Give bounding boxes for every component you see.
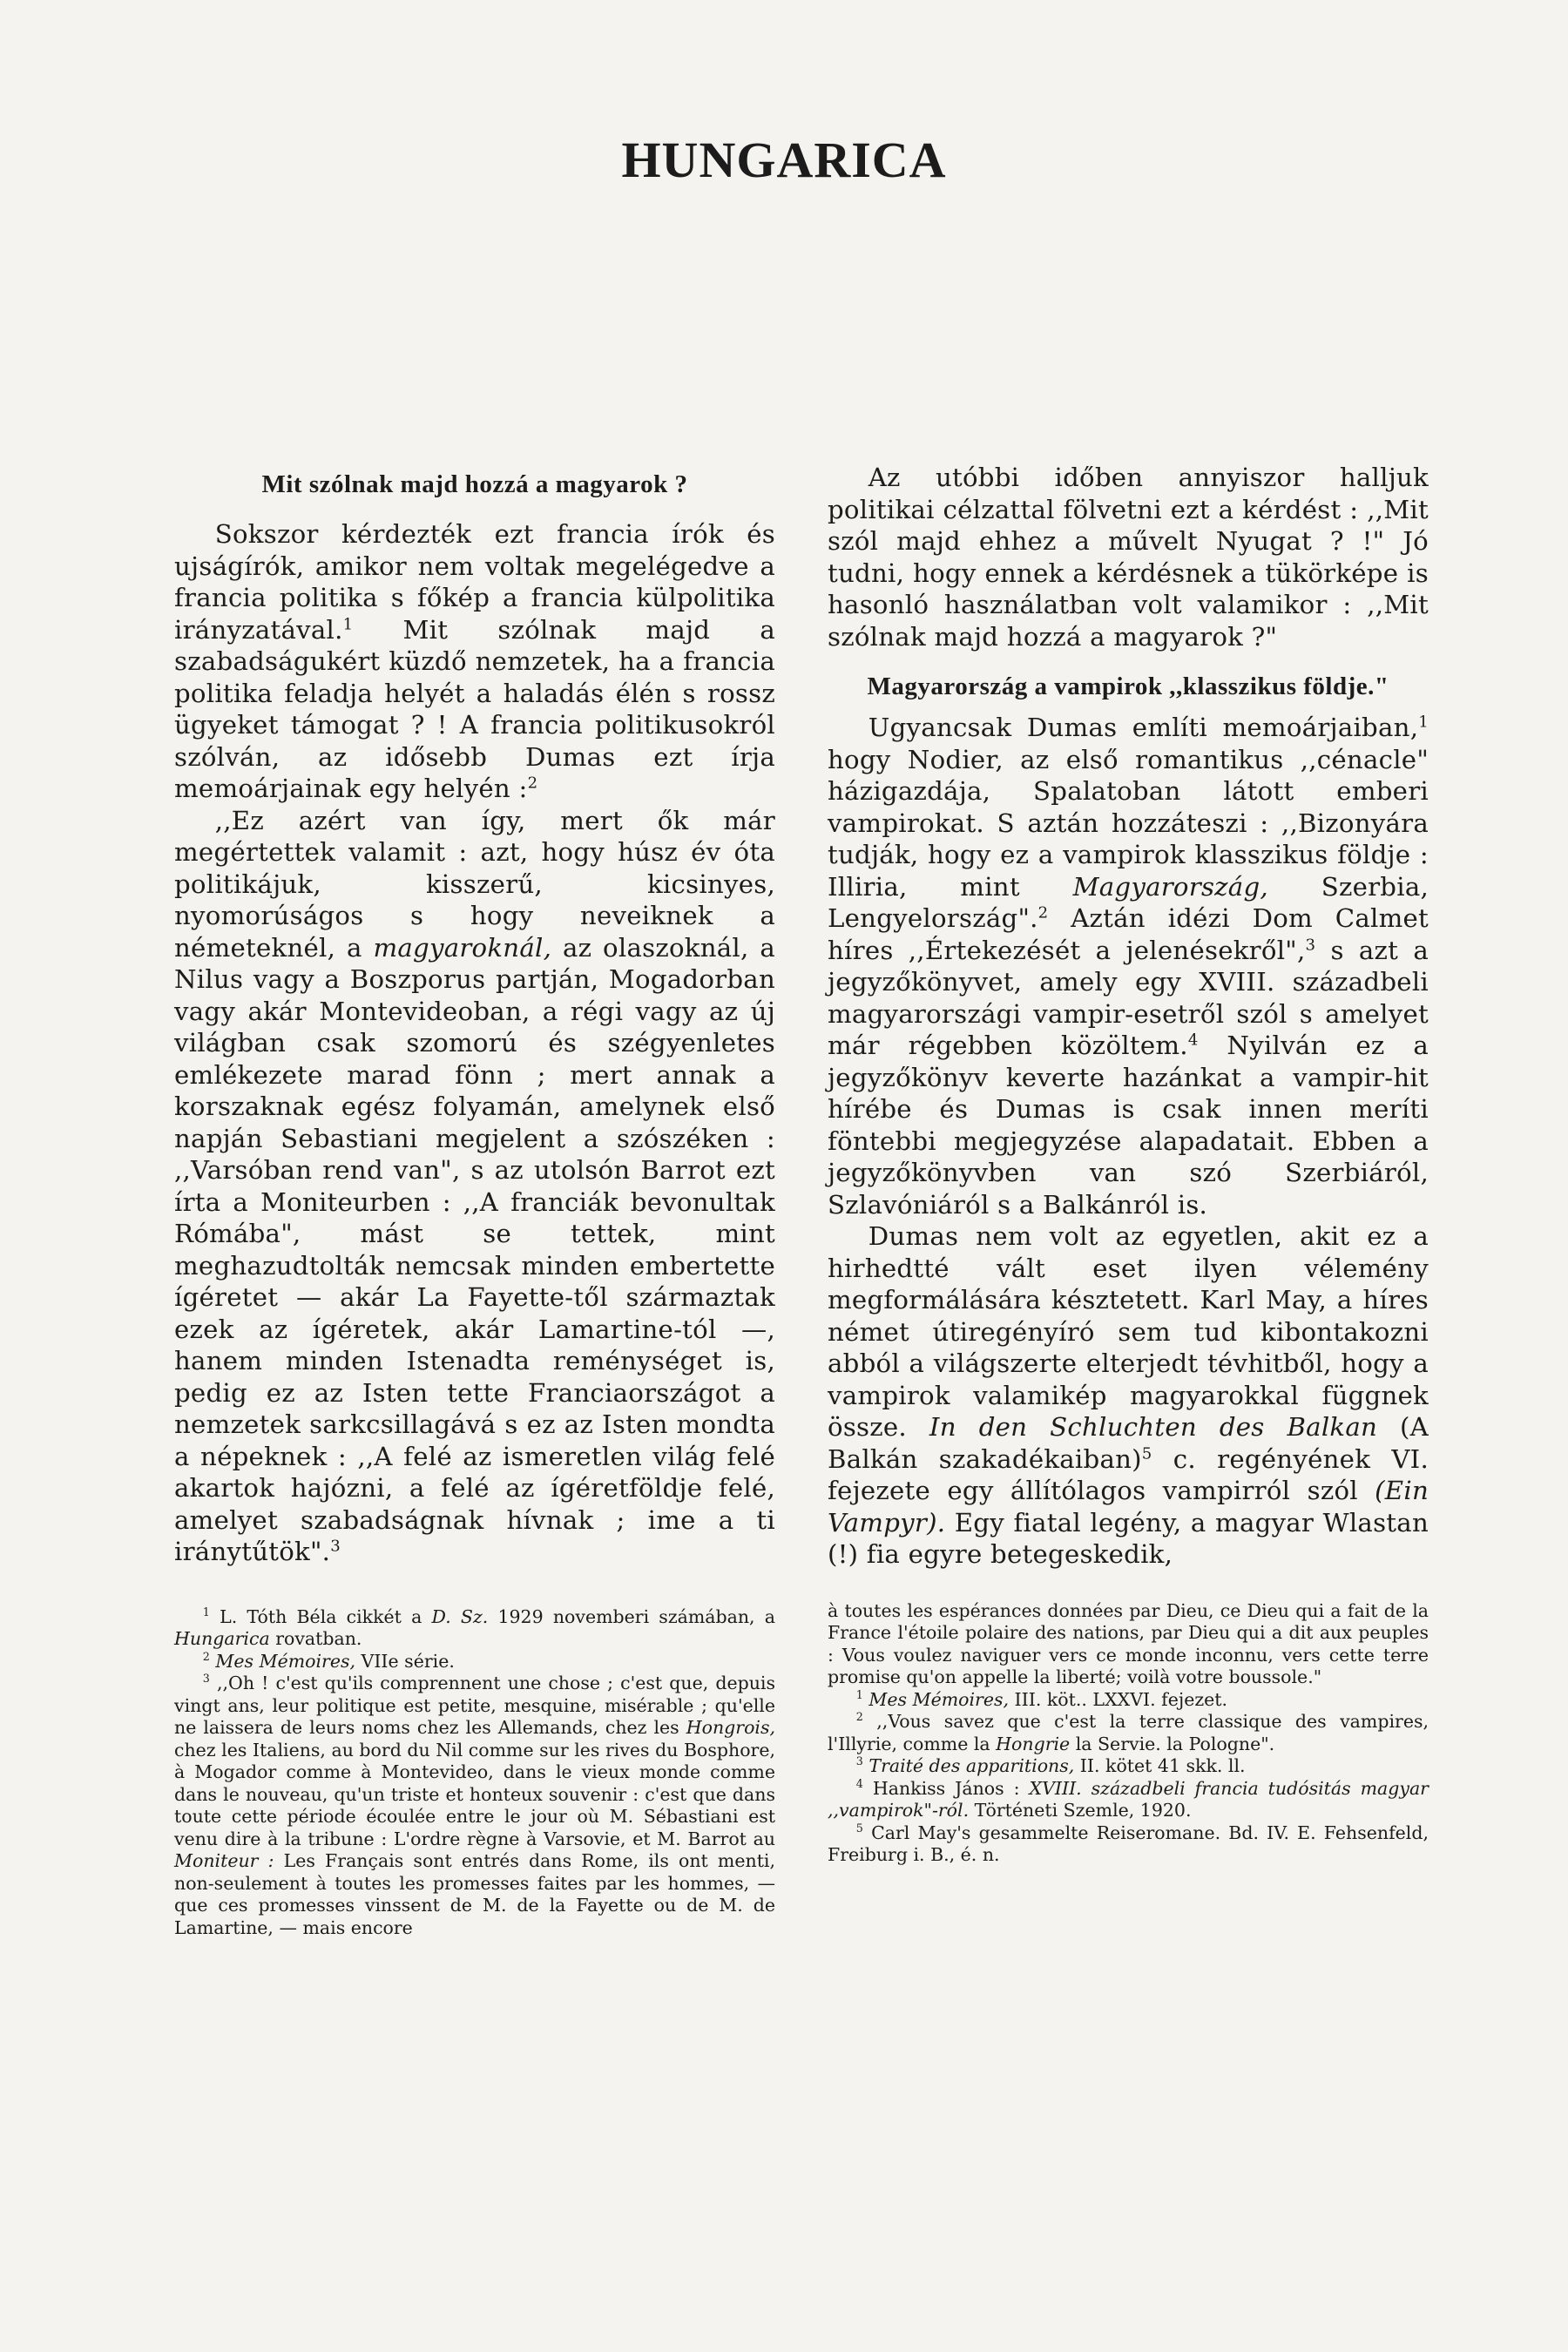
section-heading-right: Magyarország a vampirok ,,klasszikus földje." — [867, 672, 1389, 700]
right-column — [828, 462, 1429, 1867]
section-heading-left: Mit szólnak majd hozzá a magyarok ? — [261, 470, 688, 498]
left-paragraph-1: Sokszor kérdezték ezt francia írók és ujságírók, amikor nem voltak megelégedve a francia politika s főkép a francia külpolitika irányzatával.$^1$ Mit szólnak majd a szabadságukért küzdő nemzetek, ha a francia politika feladja helyét a haladás élén s rossz ügyeket támogat ? ! A francia politikusokról szólván, az idősebb Dumas ezt írja memoárjainak egy helyén :$^2$ — [174, 519, 775, 803]
right-paragraph-3: Dumas nem volt az egyetlen, akit ez a hirhedtté vált eset ilyen vélemény megformálására késztetett. Karl May, a híres német útiregényíró sem tud kibontakozni abból a világszerte elterjedt tévhitből, hogy a vampirok valamikép magyarokkal függnek össze. In den Schluchten des Balkan (A Balkán szakadékaiban)$^5$ c. regényének VI. fejezete egy állítólagos vampirról szól (Ein Vampyr). Egy fiatal legény, a magyar Wlastan (!) fia egyre betegeskedik, — [828, 1221, 1429, 1569]
right-footnotes — [828, 1600, 1429, 1867]
footnote-4: $^4$ Hankiss János : XVIII. századbeli francia tudósitás magyar ,,vampirok"-ról. Történeti Szemle, 1920. — [828, 1776, 1429, 1821]
footnote-continuation: à toutes les espérances données par Dieu, ce Dieu qui a fait de la France l'étoile polaire des nations, par Dieu qui a dit aux peuples : Vous voulez naviguer vers ce monde inconnu, vers cette terre promise qu'on appelle la liberté; voilà votre boussole." — [828, 1599, 1429, 1687]
footnote-ref: 1 — [342, 614, 354, 633]
footnote-ref: 2 — [527, 774, 538, 793]
left-body — [174, 518, 775, 1568]
footnote-1: $^1$ Mes Mémoires, III. köt.. LXXVI. fejezet. — [855, 1687, 1228, 1710]
page-title: HUNGARICA — [621, 132, 947, 188]
left-footnotes — [174, 1606, 775, 1940]
left-paragraph-quote: ,,Ez azért van így, mert ők már megértettek valamit : azt, hogy húsz év óta politikájuk, kisszerű, kicsinyes, nyomorúságos s hogy neveiknek a németeknél, a magyaroknál, az olaszoknál, a Nilus vagy a Boszporus partján, Mogadorban vagy akár Montevideoban, a régi vagy az új világban csak szomorú és szégyenletes emlékezete marad fönn ; mert annak a korszaknak egész folyamán, amelynek első napján Sebastiani megjelent a szószéken : ,,Varsóban rend van", s az utolsón Barrot ezt írta a Moniteurben : ,,A franciák bevonultak Rómába", mást se tettek, mint meghazudtolták nemcsak minden embertette ígéretet — akár La Fayette-től származtak ezek az ígéretek, akár Lamartine-tól —, hanem minden Istenadta reménységet is, pedig ez az Isten tette Franciaországot a nemzetek sarkcsillagává s ez az Isten mondta a népeknek : ,,A felé az ismeretlen világ felé akartok hajózni, a felé az ígéretföldje felé, amelyet szabadságnak hívnak ; ime a ti iránytűtök".$^3$ — [174, 805, 775, 1566]
right-body — [828, 712, 1429, 1571]
footnote-2: $^2$ Mes Mémoires, VIIe série. — [202, 1649, 455, 1672]
footnote-3: $^3$ Traité des apparitions, II. kötet 41 skk. ll. — [855, 1754, 1246, 1776]
footnote-5: $^5$ Carl May's gesammelte Reiseromane. Bd. IV. E. Fehsenfeld, Freiburg i. B., é. n. — [828, 1821, 1429, 1865]
right-body-top — [828, 462, 1429, 652]
footnote-ref: 3 — [330, 1537, 341, 1556]
right-paragraph-2: Ugyancsak Dumas említi memoárjaiban,$^1$ hogy Nodier, az első romantikus ,,cénacle" házigazdája, Spalatoban látott emberi vampirokat. S aztán hozzáteszi : ,,Bizonyára tudják, hogy ez a vampirok klasszikus földje : Illiria, mint Magyarország, Szerbia, Lengyelország".$^2$ Aztán idézi Dom Calmet híres ,,Értekezését a jelenésekről",$^3$ s azt a jegyzőkönyvet, amely egy XVIII. századbeli magyarországi vampir-esetről szól s amelyet már régebben közöltem.$^4$ Nyilván ez a jegyzőkönyv keverte hazánkat a vampir-hit hírébe és Dumas is csak innen meríti föntebbi megjegyzése alapadatait. Ebben a jegyzőkönyvben van szó Szerbiáról, Szlavóniáról s a Balkánról is. — [828, 713, 1429, 1220]
left-column — [174, 470, 775, 1939]
footnote-1: $^1$ L. Tóth Béla cikkét a D. Sz. 1929 novemberi számában, a Hungarica rovatban. — [174, 1605, 775, 1649]
right-paragraph-1: Az utóbbi időben annyiszor halljuk politikai célzattal fölvetni ezt a kérdést : ,,Mit szól majd ehhez a művelt Nyugat ? !" Jó tudni, hogy ennek a kérdésnek a tükörképe is hasonló használatban volt valamikor : ,,Mit szólnak majd hozzá a magyarok ?" — [828, 463, 1429, 652]
footnote-3: $^3$ ,,Oh ! c'est qu'ils comprennent une chose ; c'est que, depuis vingt ans, leur politique est petite, mesquine, misérable ; qu'elle ne laissera de leurs noms chez les Allemands, chez les Hongrois, chez les Italiens, au bord du Nil comme sur les rives du Bosphore, à Mogador comme à Montevideo, dans le vieux monde comme dans le nouveau, qu'un triste et honteux souvenir : c'est que dans toute cette période écoulée entre le jour où M. Sébastiani est venu dire à la tribune : L'ordre règne à Varsovie, et M. Barrot au Moniteur : Les Français sont entrés dans Rome, ils ont menti, non-seulement à toutes les promesses faites par les hommes, — que ces promesses vinssent de M. de la Fayette ou de M. de Lamartine, — mais encore — [174, 1672, 775, 1938]
footnote-2: $^2$ ,,Vous savez que c'est la terre classique des vampires, l'Illyrie, comme la Hongrie la Servie. la Pologne". — [828, 1710, 1429, 1754]
